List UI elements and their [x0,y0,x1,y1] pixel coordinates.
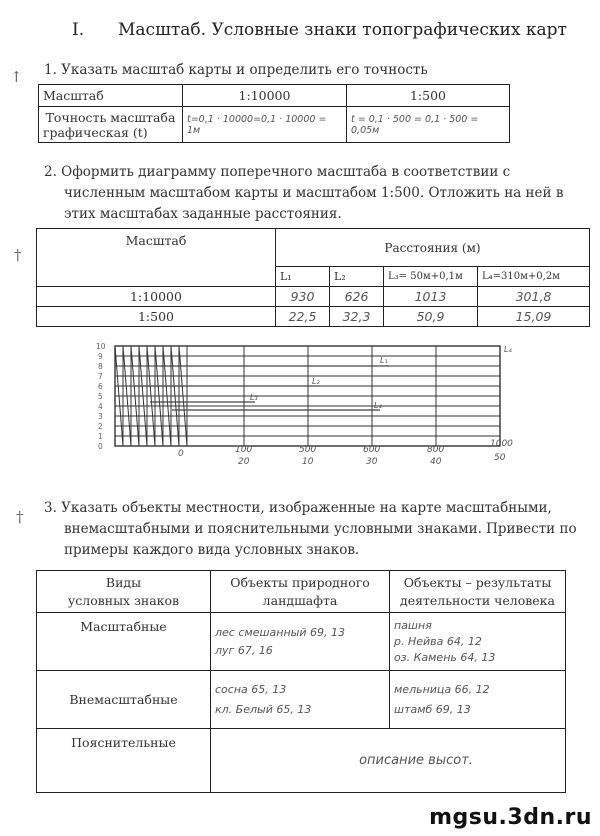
q3-row2-nature-1: сосна 65, 13 [215,682,287,696]
table-row [37,287,590,307]
margin-mark-3: † [16,508,24,526]
diagram-left-label: 9 [98,352,103,361]
diagram-bottom-bottom: 50 [494,453,506,463]
q3-row2-nature [211,671,390,729]
margin-mark-2: † [14,246,22,264]
diagram-bottom-labels [178,439,513,467]
q1-label-precision-line2: графическая (t) [43,124,148,140]
q3-header-human [390,571,566,613]
q3-row2-nature-2: кл. Белый 65, 13 [215,702,312,716]
q3-header-human-2: деятельности человека [400,592,555,608]
q2-col-scale: Масштаб [37,229,276,287]
diagram-bottom-top: 600 [363,445,381,455]
diagram-left-label: 5 [98,392,103,401]
diagram-left-label: 8 [98,362,103,371]
diagram-bottom-bottom: 10 [302,457,314,467]
q3-line3: примеры каждого вида условных знаков. [64,542,360,558]
diagram-point-label: L₃ [250,393,258,402]
q2-row1-l2: 626 [330,287,384,307]
diagram-left-label: 6 [98,382,103,391]
q2-line1: 2. Оформить диаграмму поперечного масштаба в соответствии с [44,164,511,180]
q2-row1-l1: 930 [276,287,330,307]
q3-row1-human [390,613,566,671]
table-row [37,671,566,729]
q2-col-distances: Расстояния (м) [276,229,590,267]
q1-label-scale: Масштаб [39,85,183,107]
diagram-end-label: L₄ [504,345,512,354]
q2-row1-l4: 301,8 [478,287,590,307]
q1-scale-2: 1:500 [347,85,510,107]
page-title [72,20,567,40]
watermark: mgsu.3dn.ru [429,805,592,830]
q3-row2-type: Внемасштабные [37,671,211,729]
title-number: I. [72,20,85,40]
q2-row2-l1: 22,5 [276,307,330,327]
q2-row2-scale: 1:500 [37,307,276,327]
q2-line3: этих масштабах заданные расстояния. [64,206,342,222]
q1-text: 1. Указать масштаб карты и определить его точность [44,62,428,78]
diagram-bottom-top: 0 [178,449,184,459]
q2-header-l2: L₂ [330,267,384,287]
q3-row1-type: Масштабные [37,613,211,671]
diagram-left-label: 3 [98,412,103,421]
diagram-bottom-bottom: 30 [366,457,378,467]
q2-row2-l4: 15,09 [478,307,590,327]
q3-table [36,570,566,793]
q1-label-precision [39,107,183,143]
diagram-left-label: 2 [98,422,103,431]
q2-row1-l3: 1013 [384,287,478,307]
diagram-point-label: L₄ [374,401,382,410]
title-text: Масштаб. Условные знаки топографических карт [118,20,567,40]
q1-table [38,84,510,143]
q3-row2-human-1: мельница 66, 12 [394,682,490,696]
diagram-grid [115,346,500,446]
q3-row1-human-1: пашня [394,618,432,632]
diagram-bottom-top: 500 [299,445,317,455]
diagram-left-label: 0 [98,442,103,451]
q3-line2: внемасштабными и пояснительными условными знаками. Привести по [64,521,577,537]
q3-row1-nature [211,613,390,671]
margin-mark-1: ↑ [10,68,23,86]
q3-text [44,498,577,561]
q3-header-types [37,571,211,613]
q1-scale-1: 1:10000 [183,85,347,107]
q2-header-l4: L₄=310м+0,2м [478,267,590,287]
transverse-scale-diagram [90,338,530,470]
q2-row2-l3: 50,9 [384,307,478,327]
diagram-point-label: L₁ [380,356,388,365]
q1-precision-2: t = 0,1 · 500 = 0,1 · 500 = 0,05м [347,107,510,143]
diagram-bottom-top: 1000 [490,439,513,449]
diagram-left-label: 4 [98,402,103,411]
table-row [37,307,590,327]
diagram-left-label: 7 [98,372,103,381]
q3-row1-human-2: р. Нейва 64, 12 [394,634,482,648]
q2-line2: численным масштабом карты и масштабом 1:500. Отложить на ней в [64,185,564,201]
q3-row2-human-2: штамб 69, 13 [394,702,471,716]
table-row [37,729,566,793]
q3-row2-human [390,671,566,729]
q3-header-types-2: условных знаков [67,592,180,608]
diagram-bottom-bottom: 40 [430,457,442,467]
diagram-bottom-bottom: 20 [238,457,250,467]
q2-table [36,228,590,327]
q3-row3-type: Пояснительные [37,729,211,793]
diagram-point-labels [250,345,512,410]
diagram-left-label: 10 [96,342,106,351]
diagram-bottom-top: 800 [427,445,445,455]
q3-header-nature [211,571,390,613]
q3-row1-nature-2: луг 67, 16 [215,643,273,657]
q2-text [44,162,563,225]
q2-header-l1: L₁ [276,267,330,287]
q2-row2-l2: 32,3 [330,307,384,327]
q3-row1-human-3: оз. Камень 64, 13 [394,650,496,664]
diagram-left-label: 1 [98,432,103,441]
q3-header-nature-2: ландшафта [262,592,338,608]
q1-precision-1: t=0,1 · 10000=0,1 · 10000 = 1м [183,107,347,143]
q3-line1: 3. Указать объекты местности, изображенные на карте масштабными, [44,500,552,516]
q2-header-l3: L₃= 50м+0,1м [384,267,478,287]
q1-label-precision-line1: Точность масштаба [45,109,176,125]
q3-header-human-1: Объекты – результаты [403,574,552,590]
q2-row1-scale: 1:10000 [37,287,276,307]
diagram-left-labels [96,342,106,451]
q3-row3-examples: описание высот. [211,729,566,793]
q3-header-nature-1: Объекты природного [230,574,370,590]
diagram-bottom-top: 100 [235,445,253,455]
table-row [37,613,566,671]
q3-header-types-1: Виды [105,574,142,590]
q3-row1-nature-1: лес смешанный 69, 13 [215,625,345,639]
diagram-point-label: L₂ [312,377,320,386]
